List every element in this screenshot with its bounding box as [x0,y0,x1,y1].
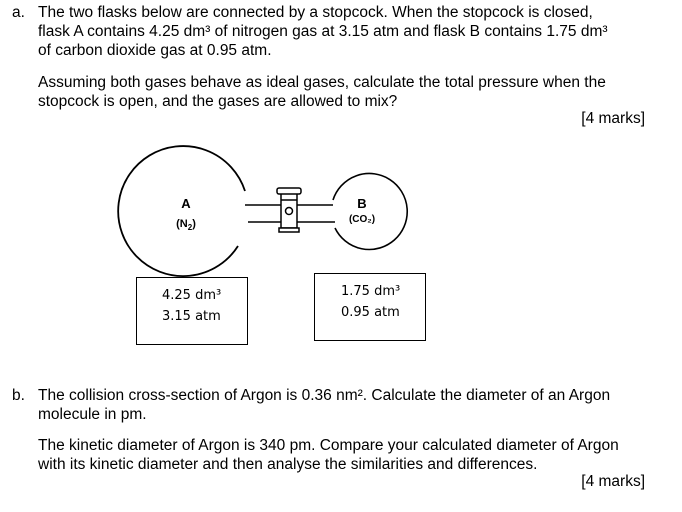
flask-a-gas: $(N_2)$ [176,218,196,232]
flask-b-gas: (CO₂) [348,214,376,225]
question-a-line: flask A contains 4.25 dm³ of nitrogen gas at 3.15 atm and flask B contains 1.75 dm³ [38,23,608,40]
question-a-text [38,3,658,60]
question-a-line: The two flasks below are connected by a stopcock. When the stopcock is closed, [38,4,593,21]
question-b-line: with its kinetic diameter and then analyse the similarities and differences. [38,456,538,473]
question-b-line: The collision cross-section of Argon is 0.36 nm². Calculate the diameter of an Argon [38,387,611,404]
question-b-marks: [4 marks] [581,473,645,490]
question-b-task [38,436,658,474]
question-a-label: a. [12,4,25,21]
question-a-line: Assuming both gases behave as ideal gases, calculate the total pressure when the [38,74,606,91]
connecting-tube [245,205,335,222]
question-b-line: molecule in pm. [38,406,147,423]
question-a-line: of carbon dioxide gas at 0.95 atm. [38,42,272,59]
flask-b-outline [333,173,407,249]
stopcock [277,188,301,232]
question-a-task [38,73,658,111]
flask-b-pressure: 0.95 atm [341,305,400,320]
flask-b-volume: 1.75 dm³ [341,284,401,299]
flask-b-data-box [314,273,426,341]
question-b-text [38,386,658,424]
question-a-marks: [4 marks] [581,110,645,127]
flask-a-label: A [181,196,191,211]
flask-a-outline [118,146,245,276]
question-b-label: b. [12,387,25,404]
flask-b-label: B [357,196,367,211]
question-a-line: stopcock is open, and the gases are allowed to mix? [38,93,398,110]
flask-a-volume: 4.25 dm³ [162,288,222,303]
question-b-line: The kinetic diameter of Argon is 340 pm. Compare your calculated diameter of Argon [38,437,619,454]
flask-a-pressure: 3.15 atm [162,309,221,324]
flask-a-data-box [136,277,248,345]
